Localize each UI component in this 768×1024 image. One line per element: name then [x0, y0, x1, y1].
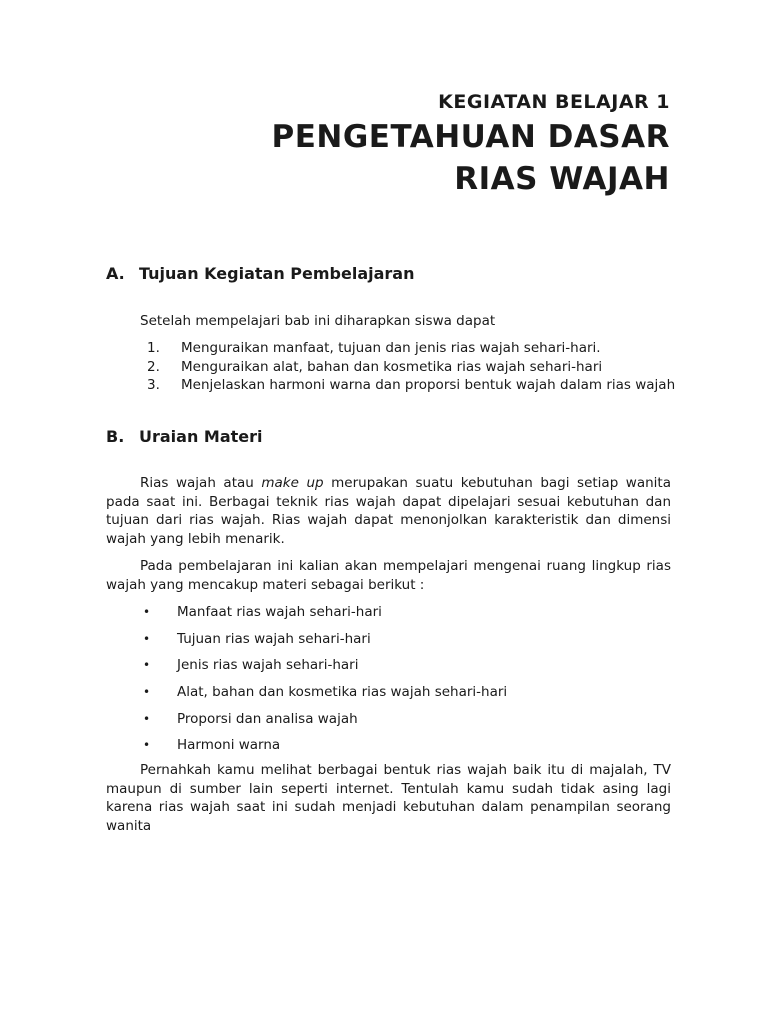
list-item [140, 599, 507, 626]
section-a-intro: Setelah mempelajari bab ini diharapkan siswa dapat [140, 313, 496, 329]
item-number: 2. [147, 358, 160, 375]
list-item [140, 652, 507, 679]
item-text: Menguraikan alat, bahan dan kosmetika rias wajah sehari-hari [181, 358, 603, 375]
list-item [140, 376, 675, 395]
bullet-text: Harmoni warna [177, 737, 281, 754]
paragraph-3: Pernahkah kamu melihat berbagai bentuk rias wajah baik itu di majalah, TV maupun di sumber lain seperti internet. Tentulah kamu sudah tidak asing lagi karena rias wajah saat ini sudah menjadi kebutuhan dalam penampilan seorang wanita [106, 762, 671, 834]
chapter-title-line1: PENGETAHUAN DASAR [271, 119, 670, 155]
chapter-kicker: KEGIATAN BELAJAR 1 [438, 91, 670, 113]
bullet-text: Manfaat rias wajah sehari-hari [177, 604, 382, 621]
bullet-icon: • [143, 631, 151, 646]
list-item [140, 339, 675, 358]
section-a-letter: A. [106, 264, 125, 283]
chapter-title-line2: RIAS WAJAH [454, 161, 670, 197]
bullet-icon: • [143, 711, 151, 726]
section-b-heading [106, 426, 263, 448]
paragraph-2: Pada pembelajaran ini kalian akan mempelajari mengenai ruang lingkup rias wajah yang mencakup materi sebagai berikut : [106, 558, 671, 593]
list-item [140, 705, 507, 732]
bullet-text: Alat, bahan dan kosmetika rias wajah sehari-hari [177, 684, 508, 701]
paragraph-1-italic: make up [261, 475, 324, 491]
list-item [140, 358, 675, 377]
paragraph-1 [106, 474, 671, 548]
section-a-heading [106, 263, 414, 285]
bullet-text: Tujuan rias wajah sehari-hari [177, 630, 371, 647]
materials-list [140, 599, 507, 759]
bullet-text: Jenis rias wajah sehari-hari [177, 657, 359, 674]
list-item [140, 626, 507, 653]
section-b-title: Uraian Materi [139, 427, 263, 446]
list-item [140, 732, 507, 759]
item-number: 3. [147, 377, 160, 393]
section-b-letter: B. [106, 427, 125, 446]
item-number: 1. [147, 340, 160, 356]
list-item [140, 679, 507, 706]
chapter-header [272, 88, 671, 200]
paragraph-1-end: merupakan suatu kebutuhan bagi setiap wanita pada saat ini. Berbagai teknik rias wajah dapat dipelajari sesuai kebutuhan dan tujuan dari rias wajah. Rias wajah dapat menonjolkan karakteristik dan dimensi wajah yang lebih menarik. [106, 475, 671, 547]
item-text: Menguraikan manfaat, tujuan dan jenis rias wajah sehari-hari. [181, 340, 601, 356]
bullet-text: Proporsi dan analisa wajah [177, 710, 358, 727]
section-a-title: Tujuan Kegiatan Pembelajaran [139, 264, 415, 283]
item-text: Menjelaskan harmoni warna dan proporsi bentuk wajah dalam rias wajah [181, 377, 676, 393]
bullet-icon: • [143, 685, 151, 700]
bullet-icon: • [143, 605, 151, 620]
paragraph-1-start: Rias wajah atau [140, 475, 262, 491]
bullet-icon: • [143, 738, 151, 753]
objectives-list [140, 339, 675, 395]
bullet-icon: • [143, 658, 151, 673]
